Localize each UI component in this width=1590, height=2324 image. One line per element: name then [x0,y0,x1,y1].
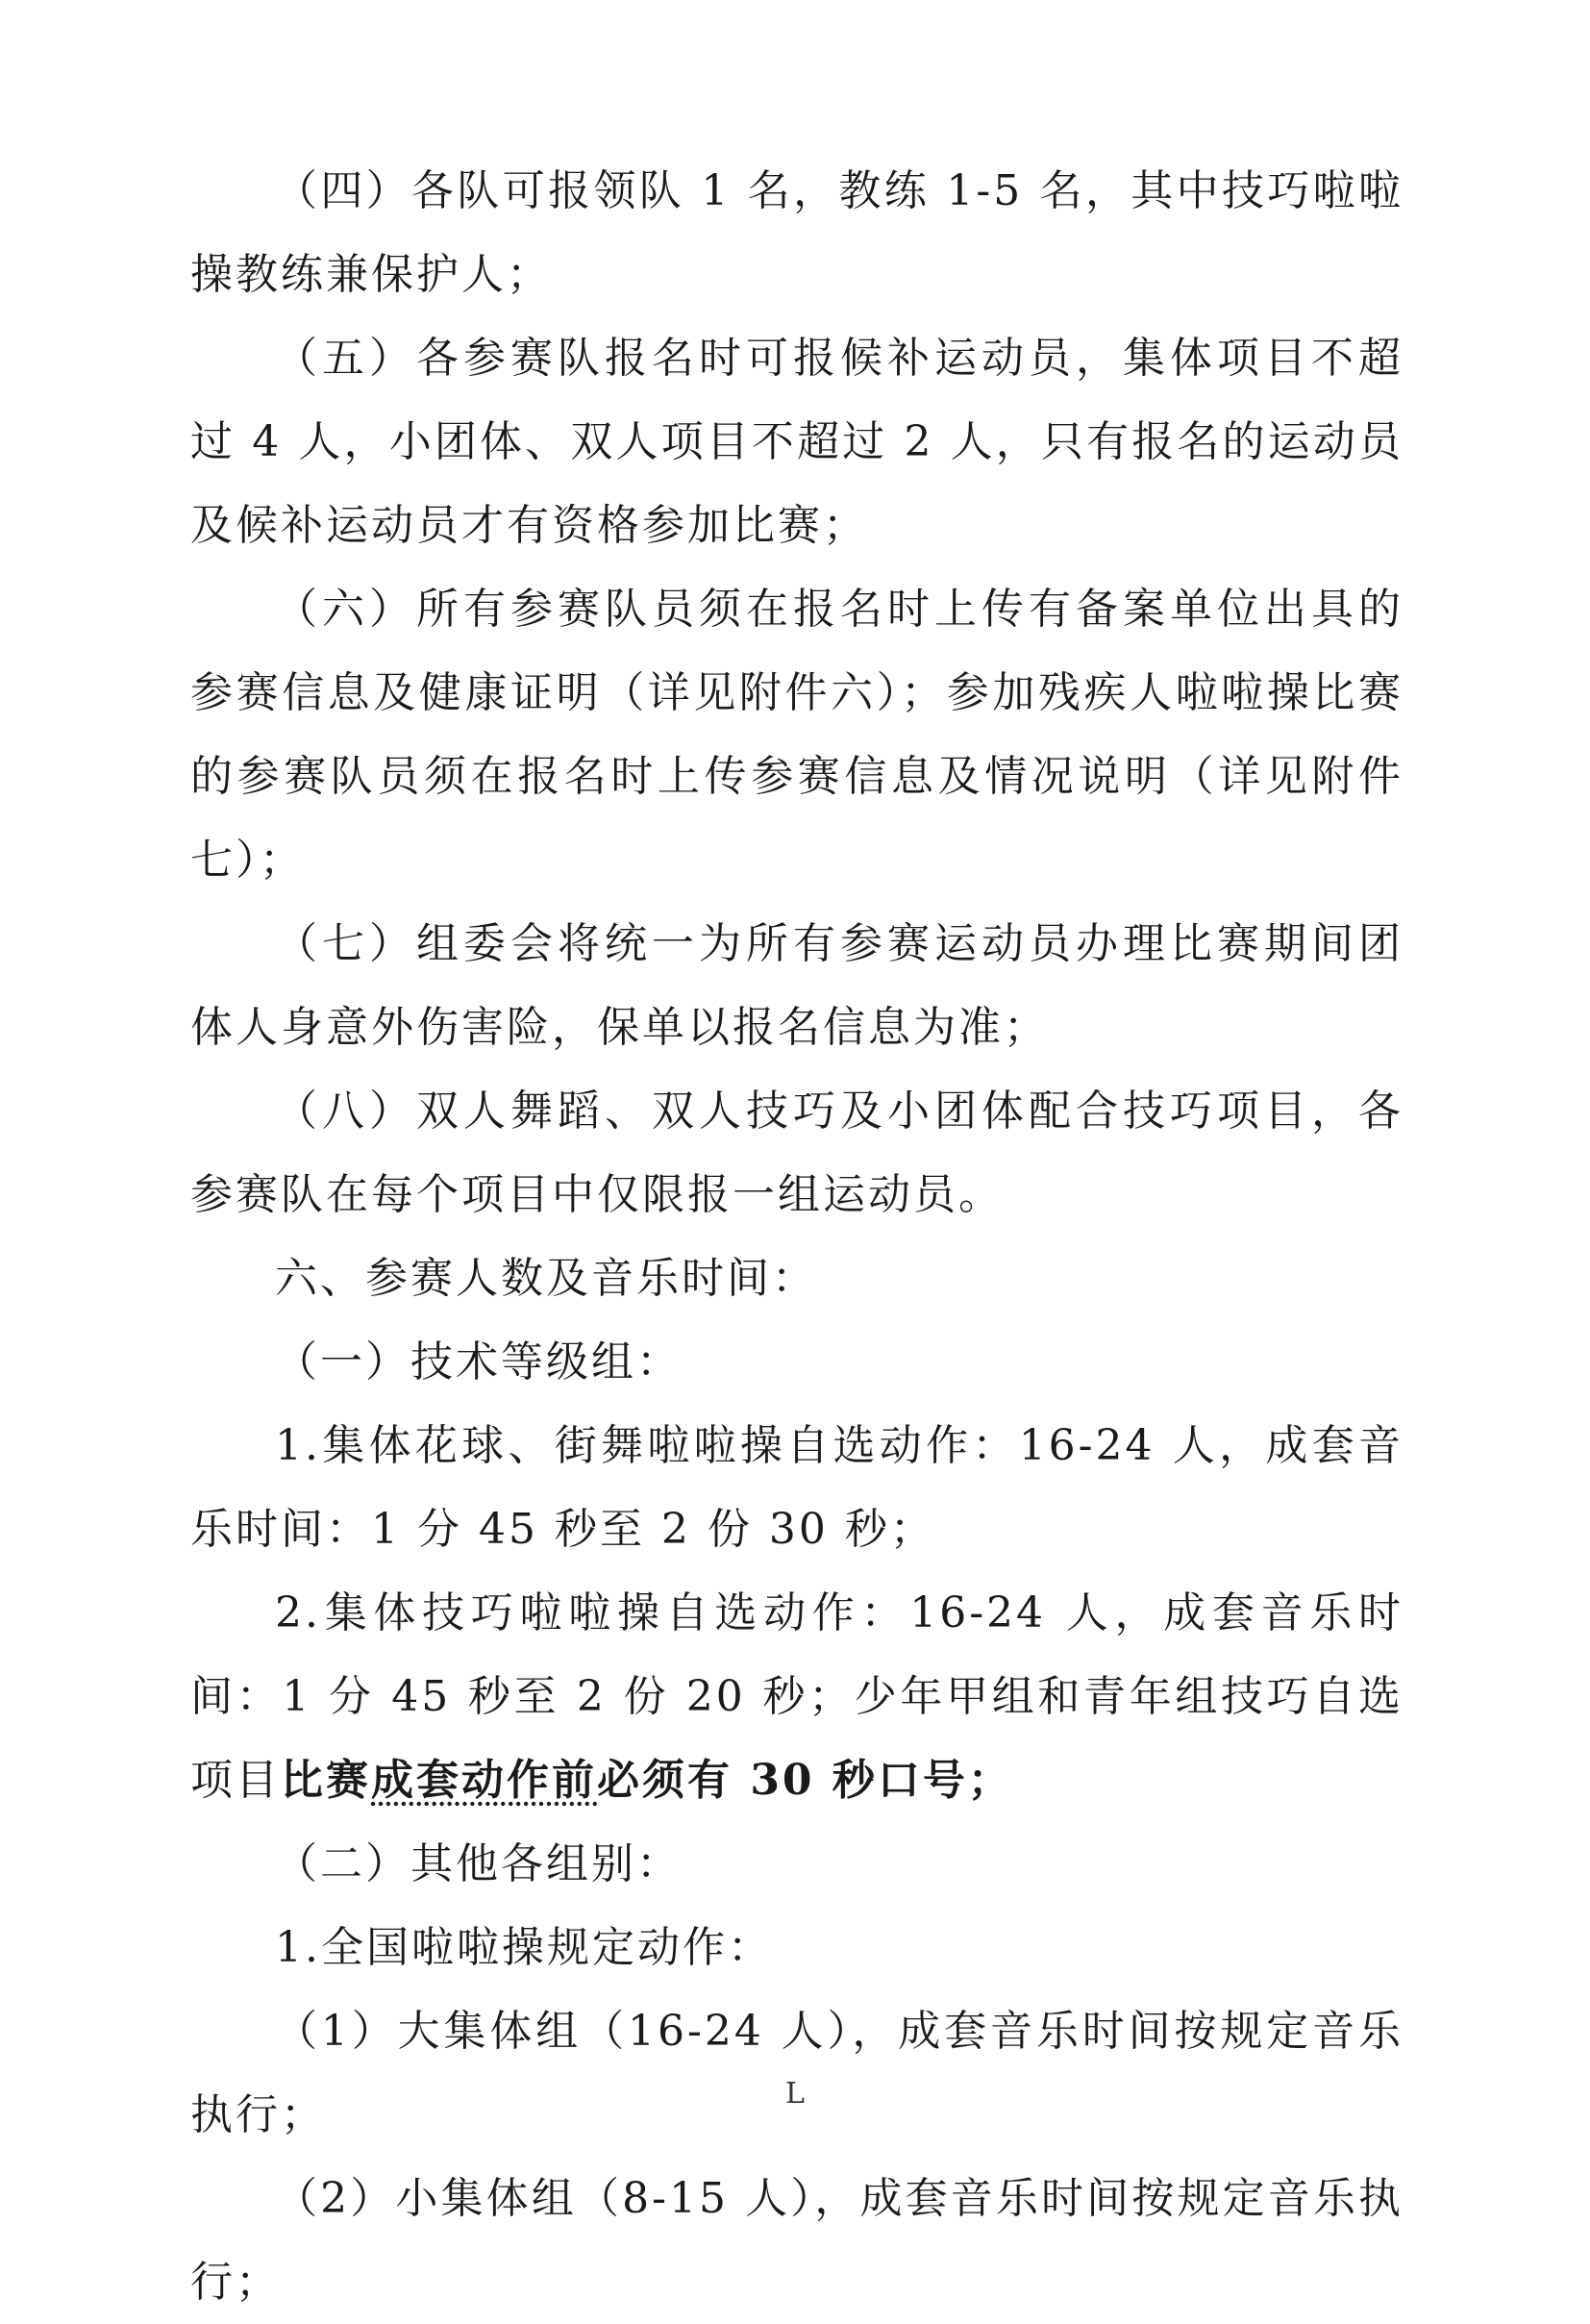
paragraph-national-routine: 1.全国啦啦操规定动作： [275,1923,773,1972]
paragraph-health-certificate: （六）所有参赛队员须在报名时上传有备案单位出具的参赛信息及健康证明（详见附件六）；参加残疾人啦啦操比赛的参赛队员须在报名时上传参赛信息及情况说明（详见附件七）； [190,585,1404,885]
cheer-stunts-text: 2.集体技巧啦啦操自选动作：16-24 人，成套音乐时间：1 分 45 秒至 2 份 20 秒；少年甲组和青年组技巧自选项目 [190,1588,1404,1805]
paragraph-cheer-stunts [190,1571,1404,1822]
paragraph-pair-events: （八）双人舞蹈、双人技巧及小团体配合技巧项目，各参赛队在每个项目中仅限报一组运动员。 [190,1087,1404,1219]
paragraph-team-leaders: （四）各队可报领队 1 名，教练 1-5 名，其中技巧啦啦操教练兼保护人； [190,166,1404,299]
paragraph-pom-hiphop: 1.集体花球、街舞啦啦操自选动作：16-24 人，成套音乐时间：1 分 45 秒至 2 份 30 秒； [190,1421,1404,1554]
paragraph-substitutes: （五）各参赛队报名时可报候补运动员，集体项目不超过 4 人，小团体、双人项目不超过 2 人，只有报名的运动员及候补运动员才有资格参加比赛； [190,334,1404,550]
document-body [190,149,1404,2324]
paragraph-small-group: （2）小集体组（8-15 人），成套音乐时间按规定音乐执行； [190,2174,1404,2307]
paragraph-large-group: （1）大集体组（16-24 人），成套音乐时间按规定音乐执行； [190,2007,1404,2139]
paragraph-insurance: （七）组委会将统一为所有参赛运动员办理比赛期间团体人身意外伤害险，保单以报名信息为准； [190,919,1404,1052]
emphasis-competition: 比赛 [281,1756,371,1805]
page-number: L [785,2077,805,2111]
emphasis-chant: 必须有 30 秒口号； [597,1756,1013,1805]
section-heading-participants-music: 六、参赛人数及音乐时间： [275,1254,817,1303]
emphasis-routine-before: 成套动作前 [371,1756,597,1805]
subheading-other-groups: （二）其他各组别： [275,1839,682,1888]
subheading-technical-level: （一）技术等级组： [275,1337,682,1387]
